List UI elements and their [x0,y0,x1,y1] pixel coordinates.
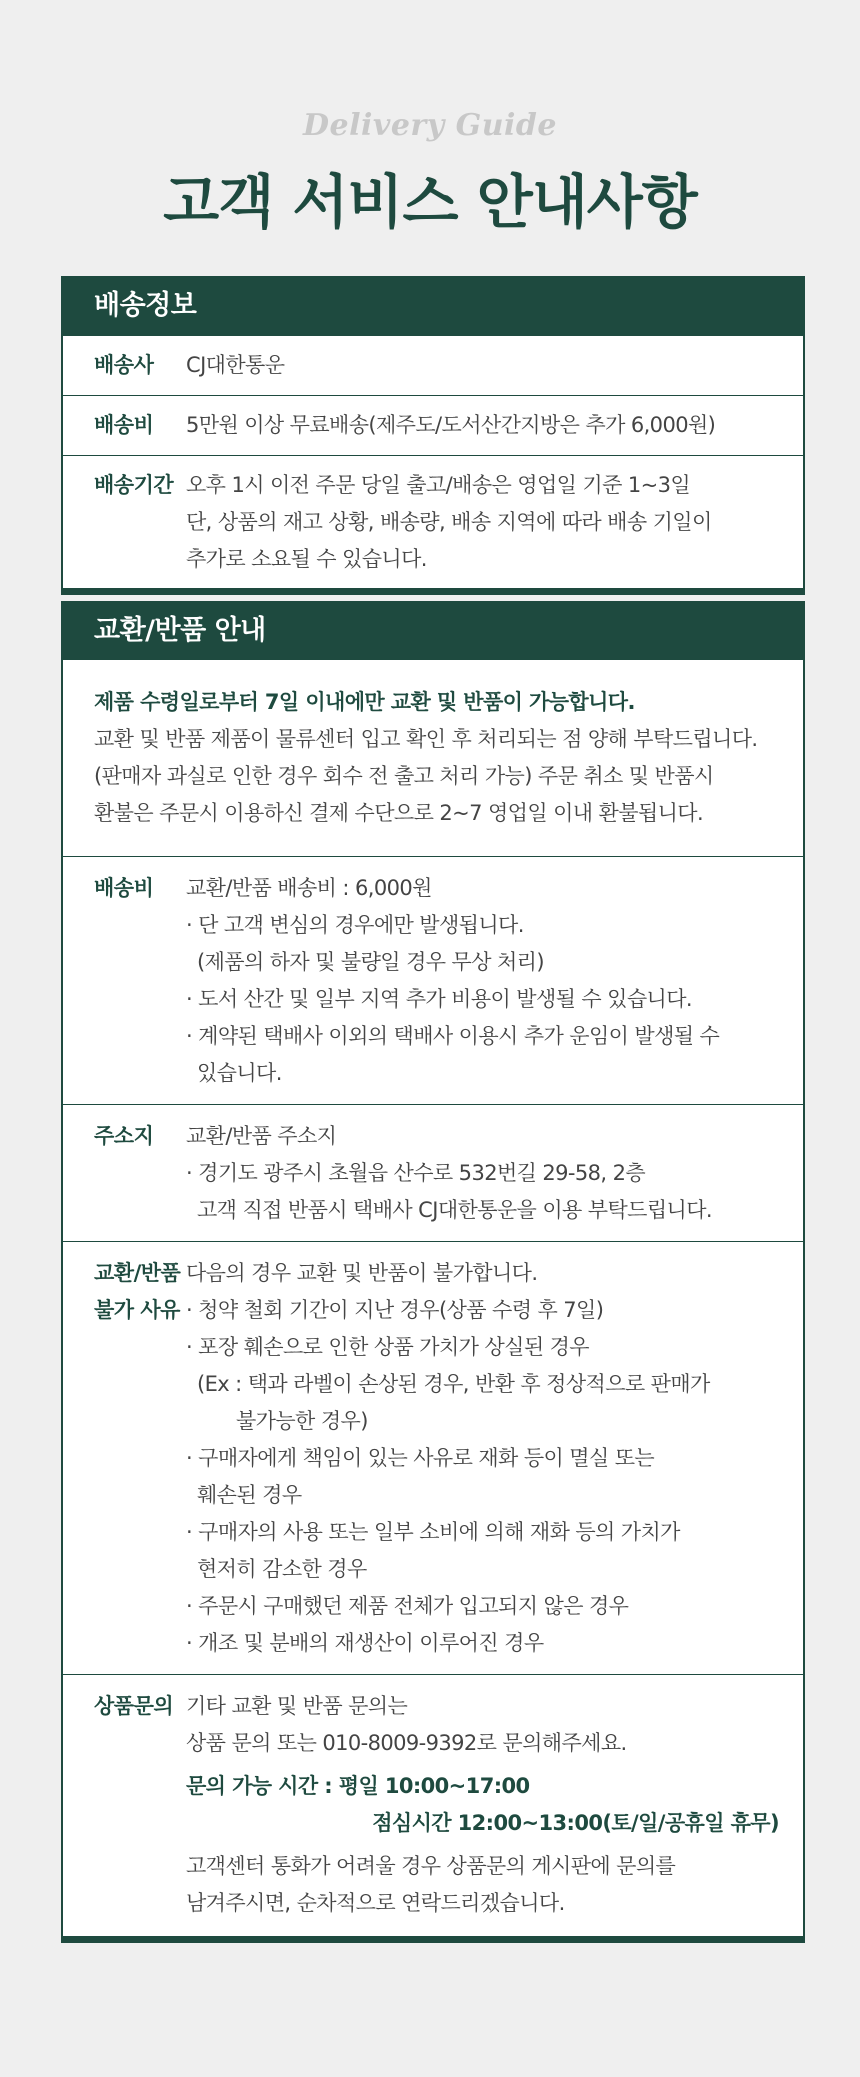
intro-line: 환불은 주문시 이용하신 결제 수단으로 2~7 영업일 이내 환불됩니다. [94,801,704,825]
carrier-label: 배송사 [94,353,154,377]
inquiry-line: 상품 문의 또는 010-8009-9392로 문의해주세요. [186,1731,627,1755]
product-inquiry-row [63,1674,803,1936]
reason-line: · 개조 및 분배의 재생산이 이루어진 경우 [186,1631,544,1655]
shipping-fee-label: 배송비 [94,413,154,437]
intro-line: (판매자 과실로 인한 경우 회수 전 출고 처리 가능) 주문 취소 및 반품시 [94,764,714,788]
return-address-line: · 경기도 광주시 초월읍 산수로 532번길 29-58, 2층 [186,1161,646,1185]
reason-line: · 구매자에게 책임이 있는 사유로 재화 등이 멸실 또는 [186,1446,655,1470]
return-fee-label: 배송비 [94,876,154,900]
return-fee-line: (제품의 하자 및 불량일 경우 무상 처리) [197,950,544,974]
intro-line: 교환 및 반품 제품이 물류센터 입고 확인 후 처리되는 점 양해 부탁드립니다. [94,727,758,751]
shipping-period-line: 오후 1시 이전 주문 당일 출고/배송은 영업일 기준 1~3일 [186,473,691,497]
exchange-intro [63,660,803,856]
reason-line: 훼손된 경우 [197,1483,302,1507]
reason-line: 불가능한 경우) [236,1409,368,1433]
reason-line: · 구매자의 사용 또는 일부 소비에 의해 재화 등의 가치가 [186,1520,680,1544]
non-returnable-label-line: 교환/반품 [94,1261,181,1285]
reason-line: (Ex : 택과 라벨이 손상된 경우, 반환 후 정상적으로 판매가 [197,1372,710,1396]
return-fee-line: · 계약된 택배사 이외의 택배사 이용시 추가 운임이 발생될 수 [186,1024,720,1048]
delivery-info-section [61,276,805,595]
reason-line: 현저히 감소한 경우 [197,1557,367,1581]
inquiry-line: 기타 교환 및 반품 문의는 [186,1694,408,1718]
shipping-period-line: 단, 상품의 재고 상황, 배송량, 배송 지역에 따라 배송 기일이 [186,510,712,534]
return-address-row [63,1104,803,1241]
delivery-info-heading: 배송정보 [63,276,803,335]
return-fee-line: 있습니다. [197,1061,282,1085]
carrier-value: CJ대한통운 [186,353,285,377]
exchange-return-section [61,601,805,1943]
inquiry-hours: 문의 가능 시간 : 평일 10:00~17:00 [186,1774,530,1798]
eyebrow-text: Delivery Guide [303,108,557,143]
product-inquiry-label: 상품문의 [94,1694,174,1718]
reason-line: · 주문시 구매했던 제품 전체가 입고되지 않은 경우 [186,1594,629,1618]
reason-line: · 포장 훼손으로 인한 상품 가치가 상실된 경우 [186,1335,589,1359]
non-returnable-row [63,1241,803,1674]
shipping-period-line: 추가로 소요될 수 있습니다. [186,547,427,571]
page-title: 고객 서비스 안내사항 [163,168,697,236]
return-fee-row [63,856,803,1104]
inquiry-line: 고객센터 통화가 어려울 경우 상품문의 게시판에 문의를 [186,1854,676,1878]
reason-line: 다음의 경우 교환 및 반품이 불가합니다. [186,1261,538,1285]
non-returnable-label-line: 불가 사유 [94,1298,180,1322]
shipping-period-label: 배송기간 [94,473,174,497]
reason-line: · 청약 철회 기간이 지난 경우(상품 수령 후 7일) [186,1298,604,1322]
shipping-fee-value: 5만원 이상 무료배송(제주도/도서산간지방은 추가 6,000원) [186,413,716,437]
inquiry-lunch: 점심시간 12:00~13:00(토/일/공휴일 휴무) [372,1811,779,1835]
return-address-label: 주소지 [94,1124,154,1148]
carrier-row [63,335,803,395]
inquiry-line: 남겨주시면, 순차적으로 연락드리겠습니다. [186,1891,565,1915]
shipping-period-row [63,455,803,588]
return-address-line: 고객 직접 반품시 택배사 CJ대한통운을 이용 부탁드립니다. [197,1198,712,1222]
intro-strong: 제품 수령일로부터 7일 이내에만 교환 및 반품이 가능합니다. [94,690,635,714]
return-fee-line: · 도서 산간 및 일부 지역 추가 비용이 발생될 수 있습니다. [186,987,692,1011]
return-fee-line: 교환/반품 배송비 : 6,000원 [186,876,432,900]
return-fee-line: · 단 고객 변심의 경우에만 발생됩니다. [186,913,524,937]
non-returnable-label [63,1255,186,1662]
return-address-line: 교환/반품 주소지 [186,1124,337,1148]
shipping-fee-row [63,395,803,455]
exchange-return-heading: 교환/반품 안내 [63,601,803,660]
